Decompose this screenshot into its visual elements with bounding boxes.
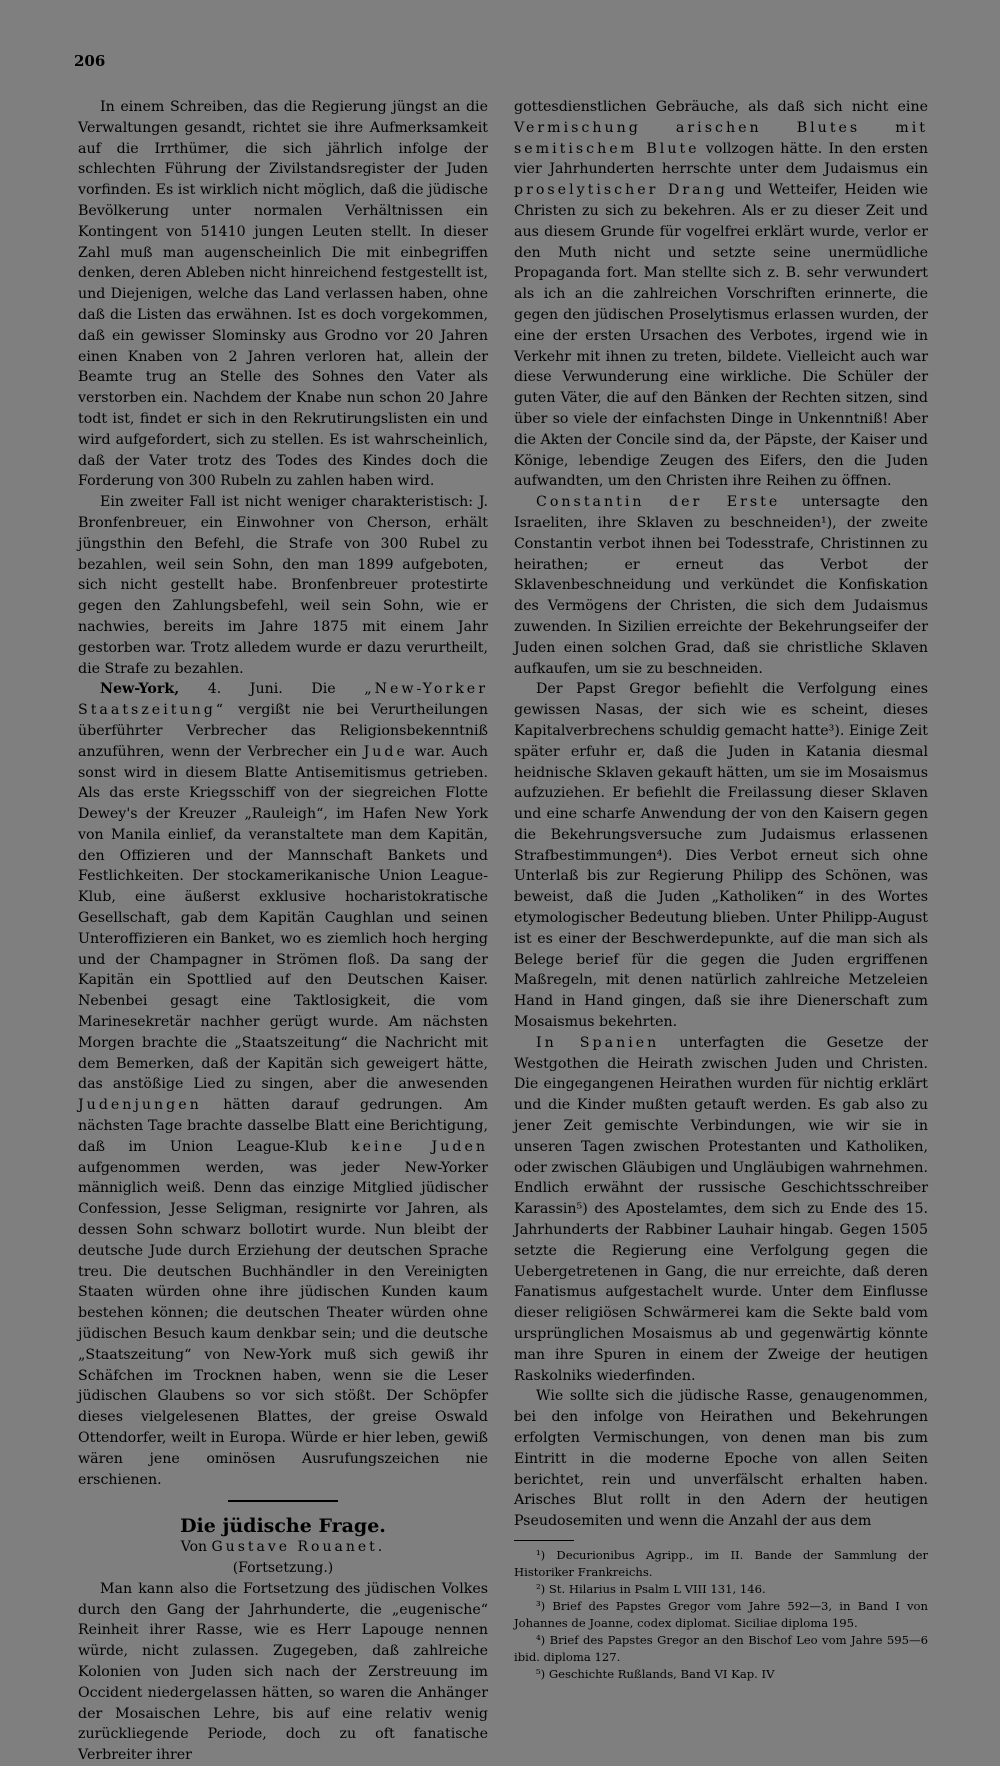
- footnote-rule: [514, 1540, 574, 1541]
- section-title: Die jüdische Frage.: [180, 1515, 386, 1538]
- paragraph-spanien: [514, 1033, 928, 1387]
- newspaper-name: „New-Yorker Staatszeitung“: [78, 681, 488, 719]
- paragraph-gregor: Der Papst Gregor befiehlt die Verfolgung eines gewissen Nasas, der sich wie es scheint, dieses Kapitalverbrechens schuldig gemacht hatte³). Einige Zeit später erfuhr er, daß die Juden in Katania diesmal heidnische Sklaven gekauft hätten, um sie im Mosaismus aufzuziehen. Er befiehlt die Freilassung dieser Sklaven und eine scharfe Anwendung der von den Kaisern gegen die Bekehrungsversuche zum Judaismus erlassenen Strafbestimmungen⁴). Dies Verbot erneut sich ohne Unterlaß bis zur Regierung Philipp des Schönen, was beweist, daß die Juden „Katholiken“ in des Wortes etymologischer Bedeutung blieben. Unter Philipp-August ist es einer der Beschwerdepunkte, auf die man sich als Belege berief für die gegen die Juden ergriffenen Maßregeln, mit denen natürlich zahlreiche Metzeleien Hand in Hand gingen, daß sie ihre Dienerschaft zum Mosaismus bekehrten.: [514, 681, 928, 1031]
- text-run: untersagte den Israeliten, ihre Sklaven zu beschneiden¹), der zweite Constantin verbot ihnen bei Todesstrafe, Christinnen zu heirathen; er erneut das Verbot der Sklavenbeschneidung und verkündet die Konfiskation des Vermögens der Christen, die sich dem Judaismus zuwenden. In Sizilien erreichte der Bekehrungseifer der Juden einen solchen Grad, daß sie christliche Sklaven aufkaufen, um sie zu beschneiden.: [514, 494, 928, 677]
- footnote: ⁴) Brief des Papstes Gregor an den Bischof Leo vom Jahre 595—6 ibid. diploma 127.: [514, 1632, 928, 1664]
- paragraph-constantin: [514, 492, 928, 679]
- text-run: gottesdienstlichen Gebräuche, als daß sich nicht eine: [514, 99, 928, 115]
- section-divider: [228, 1500, 338, 1502]
- paragraph-proselytism: [514, 97, 928, 492]
- byline: [78, 1537, 488, 1558]
- paragraph-new-york: [78, 679, 488, 1490]
- dateline-date: 4. Juni. Die: [179, 681, 365, 698]
- text-run: unterfagten die Gesetze der Westgothen die Heirath zwischen Juden und Christen. Die eingegangenen Heirathen wurden für nichtig erklärt und die Kinder mußten getauft werden. Es gab also zu jener Zeit gemischte Verbindungen, wie wir sie in unseren Tagen zwischen Protestanten und Katholiken, oder zwischen Gläubigen und Ungläubigen wahrnehmen. Endlich erwähnt der russische Geschichtsschreiber Karassin⁵) des Apostelamtes, dem sich zu Ende des 15. Jahrhunderts der Rabbiner Lauhair hingab. Gegen 1505 setzte die Regierung eine Verfolgung gegen die Uebergetretenen in Gang, die nur erreichte, daß deren Fanatismus aufgestachelt wurde. Unter dem Einflusse dieser religiösen Schwärmerei kam die Sekte bald vom ursprünglichen Mosaismus ab und gegenwärtig könnte man ihre Spuren in einem der Zweige der heutigen Raskolniks wiederfinden.: [514, 1034, 928, 1384]
- emphasis-jude: Jude: [363, 743, 408, 760]
- text-run: war. Auch sonst wird in diesem Blatte Antisemitismus getrieben. Als das erste Kriegsschiff von der siegreichen Flotte Dewey's der Kreuzer „Rauleigh“, im Hafen New York von Manila einlief, da veranstaltete man dem Kapitän, den Offizieren und der Mannschaft Bankets und Festlichkeiten. Der stockamerikanische Union League-Klub, eine äußerst exklusive hocharistokratische Gesellschaft, gab dem Kapitän Caughlan und seinen Unteroffizieren ein Banket, wo es ziemlich hoch herging und der Champagner in Strömen floß. Da sang der Kapitän ein Spottlied auf den Deutschen Kaiser. Nebenbei gesagt eine Taktlosigkeit, die vom Marinesekretär nachher gerügt wurde. Am nächsten Morgen brachte die „Staatszeitung“ die Nachricht mit dem Bemerken, daß der Kapitän sich geweigert hätte, das anstößige Lied zu singen, aber die anwesenden: [78, 743, 488, 1093]
- emphasis-judenjungen: Judenjungen: [78, 1097, 202, 1114]
- paragraph-jewish-question: Man kann also die Fortsetzung des jüdischen Volkes durch den Gang der Jahrhunderte, die „eugenische“ Reinheit ihrer Rasse, wie es Herr Lapouge nennen würde, nicht zulassen. Zugegeben, daß zahlreiche Kolonien von Juden sich nach der Zerstreuung im Occident niedergelassen hätten, so waren die Anhänger der Mosaischen Lehre, bis auf eine relativ wenig zurückliegende Periode, doch zu oft fanatische Verbreiter ihrer: [78, 1580, 488, 1764]
- left-column: [78, 97, 488, 1766]
- footnote: ⁵) Geschichte Rußlands, Band VI Kap. IV: [536, 1666, 775, 1681]
- text-run: aufgenommen werden, was jeder New-Yorker männiglich weiß. Denn das einzige Mitglied jüdischer Confession, Jesse Seligman, resignirte vor Jahren, als dessen Sohn schwarz bollotirt wurde. Nun bleibt der deutsche Jude durch Erziehung der deutschen Sprache treu. Die deutschen Buchhändler in den Vereinigten Staaten würden ohne ihre jüdischen Kunden kaum bestehen können; die deutschen Theater würden ohne jüdischen Besuch kaum denkbar sein; und die deutsche „Staatszeitung“ von New-York muß sich gewiß ihr Schäfchen im Trocknen haben, wenn sie die Leser jüdischen Glaubens so vor sich stößt. Der Schöpfer dieses vielgelesenen Blattes, der greise Oswald Ottendorfer, weilt in Europa. Würde er hier leben, gewiß wären jene ominösen Ausrufungszeichen nie erschienen.: [78, 1159, 488, 1488]
- text-run: hätten darauf gedrungen. Am nächsten Tage brachte dasselbe Blatt eine Berichtigung, daß im Union League-Klub: [78, 1097, 488, 1155]
- byline-author: Gustave Rouanet.: [211, 1539, 386, 1556]
- paragraph-civil-registers: In einem Schreiben, das die Regierung jüngst an die Verwaltungen gesandt, richtet sie ihre Aufmerksamkeit auf die Irrthümer, die sich jährlich infolge der schlechten Führung der Zivilstandsregister der Juden vorfinden. Es ist wirklich nicht möglich, daß die jüdische Bevölkerung unter normalen Verhältnissen ein Kontingent von 51410 jungen Leuten stellt. In dieser Zahl muß man augenscheinlich Die mit einbegriffen denken, deren Ableben nicht hinreichend festgestellt ist, und Diejenigen, welche das Land verlassen haben, ohne daß die Listen das erwähnen. Ist es doch vorgekommen, daß ein gewisser Slominsky aus Grodno vor 20 Jahren einen Knaben von 2 Jahren verloren hat, allein der Beamte trug an Stelle des Sohnes den Vater als verstorben ein. Nachdem der Knabe nun schon 20 Jahre todt ist, findet er sich in den Rekrutirungslisten ein und wird aufgefordert, sich zu stellen. Es ist wahrscheinlich, daß der Vater trotz des Todes des Kindes doch die Forderung von 300 Rubeln zu zahlen haben wird.: [78, 99, 488, 490]
- emphasis-keine-juden: keine Juden: [351, 1138, 488, 1155]
- emphasis-vermischung: Vermischung arischen Blutes mit semitischem Blute: [514, 119, 928, 157]
- right-column: [514, 97, 928, 1683]
- footnote: ³) Brief des Papstes Gregor vom Jahre 592—3, in Band I von Johannes de Joanne, codex diplomat. Siciliae diploma 195.: [514, 1598, 928, 1630]
- emphasis-spanien: In Spanien: [536, 1034, 660, 1051]
- footnote: ²) St. Hilarius in Psalm L VIII 131, 146.: [536, 1581, 766, 1596]
- page-number: 206: [74, 52, 106, 70]
- byline-prefix: Von: [180, 1539, 212, 1556]
- dateline-place: New-York,: [100, 681, 180, 698]
- paragraph-bronfenbreuer: Ein zweiter Fall ist nicht weniger charakteristisch: J. Bronfenbreuer, ein Einwohner von Cherson, erhält jüngsthin den Befehl, die Strafe von 300 Rubel zu bezahlen, weil sein Sohn, den man 1899 aufgeboten, sich nicht gestellt habe. Bronfenbreuer protestirte gegen den Zahlungsbefehl, weil sein Sohn, wie er nachwies, bereits im Jahre 1875 mit einem Jahr gestorben war. Trotz alledem wurde er dazu verurtheilt, die Strafe zu bezahlen.: [78, 494, 488, 677]
- footnotes: [514, 1547, 928, 1683]
- text-run: und Wetteifer, Heiden wie Christen zu sich zu bekehren. Als er zu dieser Zeit und aus diesem Grunde für vogelfrei erklärt wurde, verlor er den Muth nicht und setzte seine unermüdliche Propaganda fort. Man stellte sich z. B. sehr verwundert als ich an die zahlreichen Vorschriften erinnerte, die gegen den jüdischen Proselytismus erlassen wurden, der eine der ersten Ursachen des Verbotes, irgend wie in Verkehr mit ihnen zu treten, bildete. Vielleicht auch war diese Verwunderung eine wirkliche. Die Schüler der guten Väter, die auf den Bänken der Rechten sitzen, sind über so viele der einfachsten Dinge in Unkenntniß! Aber die Akten der Concile sind da, der Päpste, der Kaiser und Könige, lebendige Zeugen des Eifers, den die Juden aufwandten, um den Christen ihre Reihen zu öffnen.: [514, 182, 928, 490]
- emphasis-drang: proselytischer Drang: [514, 182, 728, 199]
- text-run: vollzogen hätte. In den ersten vier Jahrhunderten herrschte unter dem Judaismus ein: [514, 140, 928, 178]
- continuation-note: (Fortsetzung.): [232, 1559, 334, 1576]
- text-run: vergißt nie bei Verurtheilungen überführter Verbrecher das Religionsbekenntniß anzuführen, wenn der Verbrecher ein: [78, 702, 488, 760]
- footnote: ¹) Decurionibus Agripp., im II. Bande der Sammlung der Historiker Frankreichs.: [514, 1547, 928, 1579]
- emphasis-constantin: Constantin der Erste: [536, 494, 781, 511]
- paragraph-rasse: Wie sollte sich die jüdische Rasse, genaugenommen, bei den infolge von Heirathen und Bekehrungen erfolgten Vermischungen, von denen man bis zum Eintritt in die moderne Epoche von allen Seiten berichtet, rein und unverfälscht erhalten haben. Arisches Blut rollt in den Adern der heutigen Pseudosemiten und wenn die Anzahl der aus dem: [514, 1388, 928, 1530]
